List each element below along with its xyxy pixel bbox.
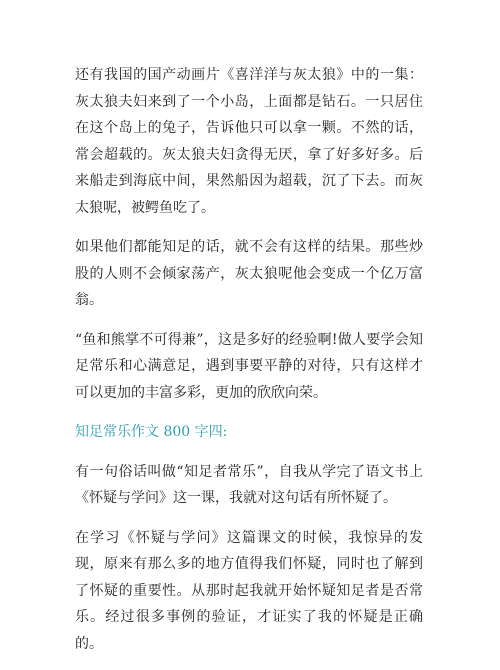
paragraph-contentment: 如果他们都能知足的话，就不会有这样的结果。那些炒股的人则不会倾家荡产，灰太狼呢他会变成一个亿万富翁。 <box>75 239 423 308</box>
paragraph-story: 还有我国的国产动画片《喜洋洋与灰太狼》中的一集：灰太狼夫妇来到了一个小岛，上面都是钻石。一只居住在这个岛上的兔子，告诉他只可以拿一颗。不然的话，常会超载的。灰太狼夫妇贪得无厌，拿了好多好多。后来船走到海底中间，果然船因为超载，沉了下去。而灰太狼呢，被鳄鱼吃了。 <box>75 67 423 216</box>
paragraph-proverb: “鱼和熊掌不可得兼”，这是多好的经验啊!做人要学会知足常乐和心满意足，遇到事要平静的对待，只有这样才可以更加的丰富多彩，更加的欣欣向荣。 <box>75 331 423 401</box>
paragraph-doubt: 在学习《怀疑与学问》这篇课文的时候，我惊异的发现，原来有那么多的地方值得我们怀疑，同时也了解到了怀疑的重要性。从那时起我就开始怀疑知足者是否常乐。经过很多事例的验证，才证实了我的怀疑是正确的。 <box>75 529 423 652</box>
paragraph-saying: 有一句俗话叫做“知足者常乐”，自我从学完了语文书上《怀疑与学问》这一课，我就对这句话有所怀疑了。 <box>75 463 423 506</box>
article-body <box>75 62 423 670</box>
section-heading: 知足常乐作文 800 字四: <box>75 424 228 440</box>
